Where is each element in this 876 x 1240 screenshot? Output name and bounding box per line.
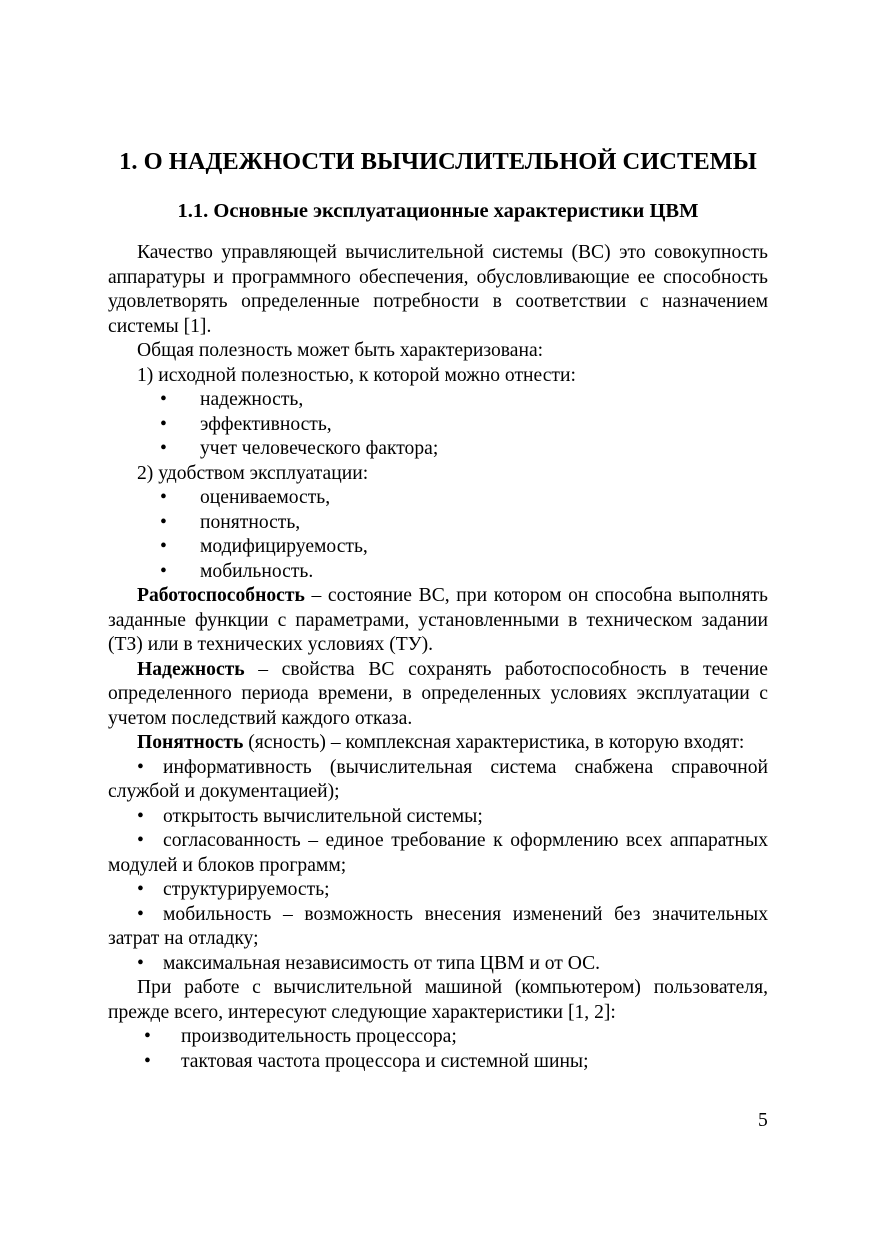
bullet-icon: • xyxy=(160,413,167,435)
list-item: • согласованность – единое требование к оформлению всех аппаратных модулей и блоков программ; xyxy=(108,830,768,876)
paragraph-user: При работе с вычислительной машиной (компьютером) пользователя, прежде всего, интересуют следующие характеристики [1, 2]: xyxy=(108,977,768,1023)
chapter-title: 1. О НАДЕЖНОСТИ ВЫЧИСЛИТЕЛЬНОЙ СИСТЕМЫ xyxy=(119,148,757,175)
bullet-icon: • xyxy=(160,487,167,508)
list-item: • тактовая частота процессора и системной шины; xyxy=(108,1050,768,1075)
bullet-icon: • xyxy=(144,1026,151,1047)
bullet-icon: • xyxy=(144,1050,151,1072)
list-item: • мобильность. xyxy=(108,560,768,585)
bullet-icon: • xyxy=(160,438,167,459)
term-operability: Работоспособность xyxy=(137,585,305,606)
user-list xyxy=(108,1025,768,1074)
bullet-icon: • xyxy=(160,560,167,582)
list-item: • эффективность, xyxy=(108,413,768,438)
list-item: • модифицируемость, xyxy=(108,535,768,560)
list-item: • надежность, xyxy=(108,388,768,413)
list-item: • оцениваемость, xyxy=(108,486,768,511)
list-item: • информативность (вычислительная система снабжена справочной службой и документацией); xyxy=(108,756,768,802)
bullet-icon: • xyxy=(137,830,144,851)
bullet-icon: • xyxy=(160,389,167,410)
paragraph-intro: Качество управляющей вычислительной системы (ВС) это совокупность аппаратуры и программного обеспечения, обусловливающие ее способность удовлетворять определенные потребности в соответствии с назначением системы [1]. xyxy=(108,242,768,337)
bullet-icon: • xyxy=(137,805,144,827)
bullet-icon: • xyxy=(137,756,144,778)
definition-operability: Работоспособность – состояние ВС, при котором он способна выполнять заданные функции с параметрами, установленными в техническом задании (ТЗ) или в технических условиях (ТУ). xyxy=(108,585,768,655)
group2-list xyxy=(108,486,768,584)
bullet-icon: • xyxy=(160,536,167,557)
list-item: • структурируемость; xyxy=(108,878,768,903)
group1-label: 1) исходной полезностью, к которой можно отнести: xyxy=(137,364,576,386)
term-clarity: Понятность xyxy=(137,732,244,753)
page-content xyxy=(108,147,768,1074)
bullet-icon: • xyxy=(137,952,144,974)
list-item: • максимальная независимость от типа ЦВМ и от ОС. xyxy=(108,952,768,977)
definition-clarity: Понятность (ясность) – комплексная характеристика, в которую входят: xyxy=(137,732,745,753)
list-item: • открытость вычислительной системы; xyxy=(108,805,768,830)
group1-list xyxy=(108,388,768,462)
list-item: • учет человеческого фактора; xyxy=(108,437,768,462)
section-title: 1.1. Основные эксплуатационные характеристики ЦВМ xyxy=(177,200,699,222)
list-item: • мобильность – возможность внесения изменений без значительных затрат на отладку; xyxy=(108,903,768,949)
group2-label: 2) удобством эксплуатации: xyxy=(137,462,369,484)
definition-reliability: Надежность – свойства ВС сохранять работоспособность в течение определенного периода времени, в определенных условиях эксплуатации с учетом последствий каждого отказа. xyxy=(108,658,768,729)
page-number: 5 xyxy=(758,1110,768,1131)
list-item: • производительность процессора; xyxy=(108,1025,768,1050)
paragraph-usefulness: Общая полезность может быть характеризована: xyxy=(137,340,544,361)
bullet-icon: • xyxy=(160,511,167,533)
bullet-icon: • xyxy=(137,879,144,900)
list-item: • понятность, xyxy=(108,511,768,536)
term-reliability: Надежность xyxy=(137,658,245,680)
bullet-icon: • xyxy=(137,903,144,925)
